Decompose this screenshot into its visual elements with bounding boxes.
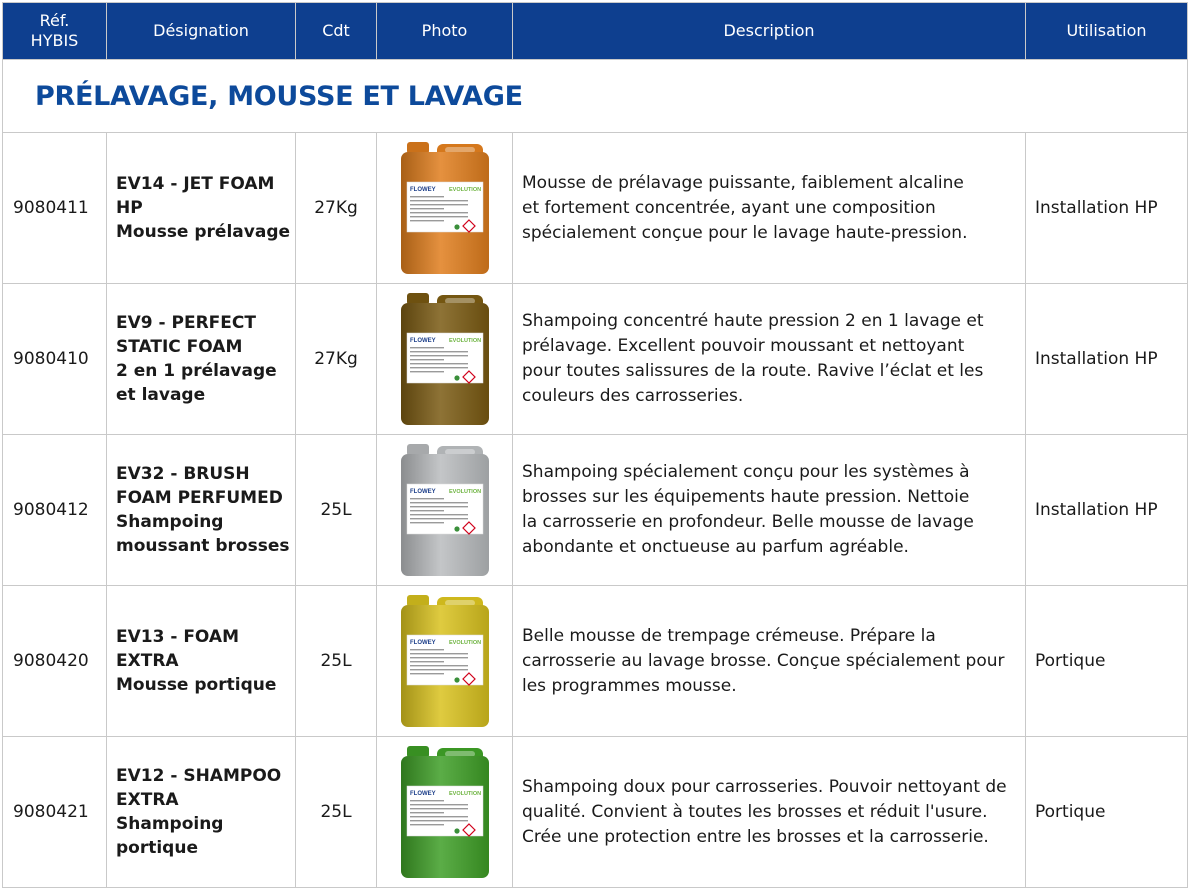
usage-cell: Installation HP (1026, 284, 1188, 435)
photo-cell (377, 133, 513, 284)
header-ref-line1: Réf. (39, 11, 70, 30)
description-line: pour toutes salissures de la route. Ravive l’éclat et les (522, 361, 984, 381)
product-table (2, 2, 1188, 888)
designation-cell (107, 737, 296, 888)
table-row (3, 435, 1188, 586)
brand-range-text: EVOLUTION (448, 791, 481, 797)
header-utilisation: Utilisation (1026, 3, 1188, 60)
section-row (3, 60, 1188, 133)
designation-line: et lavage (116, 385, 206, 405)
jerrycan-image (399, 291, 491, 427)
brand-logo-text: FLOWEY (409, 338, 436, 344)
brand-range-text: EVOLUTION (448, 489, 481, 495)
description-cell (513, 737, 1026, 888)
description-line: spécialement conçue pour le lavage haute-pression. (522, 222, 968, 243)
packaging-cell: 27Kg (296, 284, 377, 435)
description-line: Shampoing spécialement conçu pour les systèmes à (522, 462, 970, 482)
jerrycan-image (399, 593, 491, 729)
ref-cell: 9080411 (3, 133, 107, 284)
designation-line: Shampoing (116, 512, 224, 532)
jerrycan-image (399, 140, 491, 276)
designation-line: STATIC FOAM (116, 337, 243, 357)
description-cell (513, 435, 1026, 586)
table-row (3, 586, 1188, 737)
usage-cell: Portique (1026, 737, 1188, 888)
designation-line: portique (116, 838, 198, 858)
designation-line: EXTRA (116, 790, 179, 810)
table-row (3, 737, 1188, 888)
table-header (3, 3, 1188, 60)
description-line: Shampoing doux pour carrosseries. Pouvoir nettoyant de (522, 776, 1007, 797)
brand-logo-text: FLOWEY (409, 187, 436, 193)
brand-logo-text: FLOWEY (409, 791, 436, 797)
packaging-cell: 25L (296, 435, 377, 586)
designation-line: EV12 - SHAMPOO (116, 766, 282, 786)
description-line: carrosserie au lavage brosse. Conçue spécialement pour (522, 650, 1005, 671)
designation-line: EV14 - JET FOAM HP (116, 174, 275, 218)
description-line: qualité. Convient à toutes les brosses et réduit l'usure. (522, 801, 988, 822)
description-line: Shampoing concentré haute pression 2 en 1 lavage et (522, 311, 984, 331)
designation-cell (107, 133, 296, 284)
designation-line: EV32 - BRUSH (116, 464, 250, 484)
header-designation: Désignation (107, 3, 296, 60)
description-line: couleurs des carrosseries. (522, 386, 744, 406)
photo-cell (377, 435, 513, 586)
designation-line: EV13 - FOAM EXTRA (116, 627, 240, 671)
description-cell (513, 133, 1026, 284)
photo-cell (377, 284, 513, 435)
ref-cell: 9080410 (3, 284, 107, 435)
brand-logo-text: FLOWEY (409, 489, 436, 495)
description-cell (513, 284, 1026, 435)
description-line: la carrosserie en profondeur. Belle mousse de lavage (522, 512, 974, 532)
description-line: et fortement concentrée, ayant une composition (522, 197, 936, 218)
ref-cell: 9080421 (3, 737, 107, 888)
description-line: abondante et onctueuse au parfum agréable. (522, 537, 909, 557)
usage-cell: Installation HP (1026, 435, 1188, 586)
designation-line: 2 en 1 prélavage (116, 361, 277, 381)
packaging-cell: 27Kg (296, 133, 377, 284)
designation-line: EV9 - PERFECT (116, 313, 256, 333)
description-line: Crée une protection entre les brosses et la carrosserie. (522, 826, 989, 847)
photo-cell (377, 737, 513, 888)
packaging-cell: 25L (296, 586, 377, 737)
designation-line: Mousse prélavage (116, 222, 291, 242)
table-row (3, 133, 1188, 284)
designation-line: FOAM PERFUMED (116, 488, 283, 508)
table-row (3, 284, 1188, 435)
brand-logo-text: FLOWEY (409, 640, 436, 646)
jerrycan-image (399, 744, 491, 880)
header-ref (3, 3, 107, 60)
brand-range-text: EVOLUTION (448, 338, 481, 344)
section-title: PRÉLAVAGE, MOUSSE ET LAVAGE (3, 60, 1188, 133)
usage-cell: Portique (1026, 586, 1188, 737)
brand-range-text: EVOLUTION (448, 640, 481, 646)
jerrycan-image (399, 442, 491, 578)
packaging-cell: 25L (296, 737, 377, 888)
header-photo: Photo (377, 3, 513, 60)
description-line: Belle mousse de trempage crémeuse. Prépare la (522, 625, 936, 646)
photo-cell (377, 586, 513, 737)
ref-cell: 9080420 (3, 586, 107, 737)
usage-cell: Installation HP (1026, 133, 1188, 284)
description-line: brosses sur les équipements haute pression. Nettoie (522, 487, 970, 507)
description-line: prélavage. Excellent pouvoir moussant et nettoyant (522, 336, 965, 356)
description-line: Mousse de prélavage puissante, faiblement alcaline (522, 172, 964, 193)
header-ref-line2: HYBIS (30, 31, 79, 50)
designation-cell (107, 284, 296, 435)
brand-range-text: EVOLUTION (448, 187, 481, 193)
designation-line: Mousse portique (116, 675, 277, 695)
designation-cell (107, 586, 296, 737)
designation-line: Shampoing (116, 814, 224, 834)
designation-line: moussant brosses (116, 536, 290, 556)
description-cell (513, 586, 1026, 737)
designation-cell (107, 435, 296, 586)
ref-cell: 9080412 (3, 435, 107, 586)
header-cdt: Cdt (296, 3, 377, 60)
header-description: Description (513, 3, 1026, 60)
description-line: les programmes mousse. (522, 675, 737, 696)
